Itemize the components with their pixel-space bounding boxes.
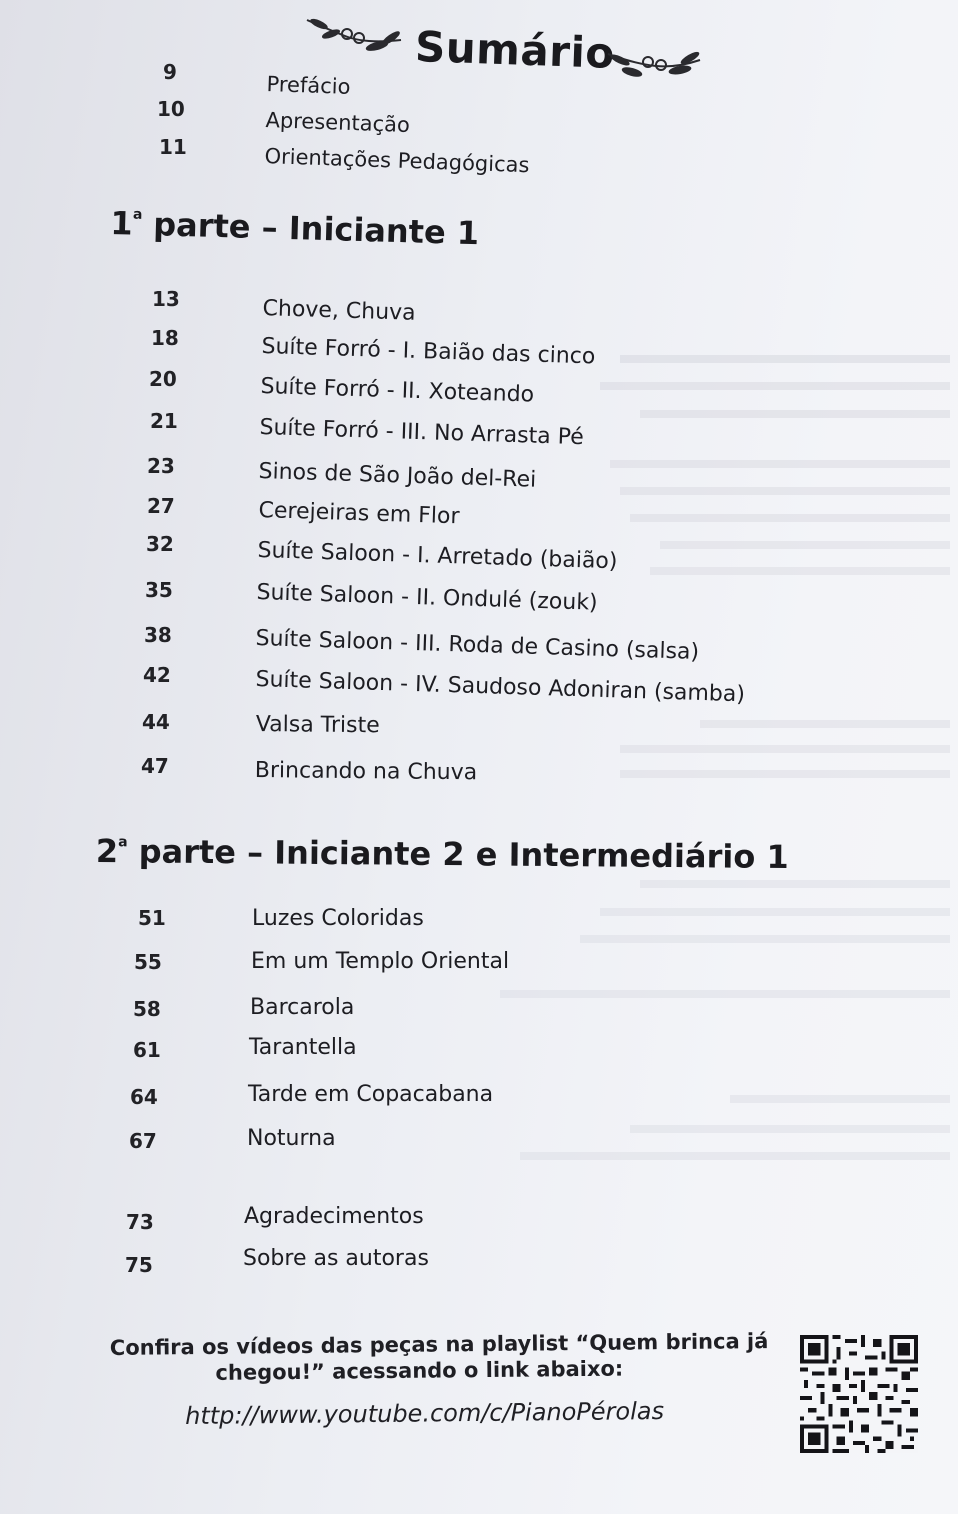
toc-page-number: 13 <box>152 287 180 311</box>
toc-page-number: 51 <box>138 906 166 930</box>
toc-page-number: 20 <box>149 367 177 391</box>
toc-page-number: 58 <box>133 997 161 1021</box>
part1-ordinal: 1 <box>109 204 134 243</box>
ornament-right-icon <box>606 44 702 84</box>
youtube-link[interactable]: http://www.youtube.com/c/PianoPérolas <box>185 1396 665 1430</box>
toc-page-number: 21 <box>150 409 178 433</box>
toc-page-number: 18 <box>151 326 179 350</box>
toc-page-number: 64 <box>130 1085 158 1109</box>
toc-entry: Orientações Pedagógicas <box>264 144 530 178</box>
toc-entry: Chove, Chuva <box>262 296 416 326</box>
toc-page-number: 9 <box>163 60 177 84</box>
toc-page-number: 27 <box>147 494 175 518</box>
toc-page-number: 75 <box>125 1253 153 1277</box>
part2-ordinal: 2 <box>95 832 119 871</box>
ornament-left-icon <box>305 14 405 56</box>
toc-entry: Brincando na Chuva <box>254 758 478 786</box>
toc-entry: Tarde em Copacabana <box>248 1082 494 1107</box>
toc-entry: Suíte Saloon - II. Ondulé (zouk) <box>256 580 598 616</box>
toc-page-number: 47 <box>141 754 169 778</box>
toc-entry: Suíte Saloon - IV. Saudoso Adoniran (samba) <box>255 667 746 708</box>
toc-entry: Suíte Forró - I. Baião das cinco <box>261 334 596 370</box>
part1-heading <box>110 204 480 252</box>
toc-entry: Sobre as autoras <box>243 1246 429 1271</box>
toc-entry: Cerejeiras em Flor <box>258 498 460 530</box>
footer-note <box>104 1329 774 1386</box>
toc-entry: Sinos de São João del-Rei <box>258 459 537 493</box>
toc-entry: Apresentação <box>265 108 411 138</box>
footer-line-2: chegou!” acessando o link abaixo: <box>215 1356 624 1385</box>
toc-entry: Noturna <box>247 1126 336 1151</box>
toc-page-number: 61 <box>133 1038 161 1062</box>
page-title: Sumário <box>414 22 616 78</box>
toc-page-number: 11 <box>159 135 187 159</box>
toc-entry: Luzes Coloridas <box>252 906 424 931</box>
toc-entry: Barcarola <box>250 995 355 1020</box>
toc-page-number: 55 <box>134 950 162 974</box>
toc-entry: Suíte Saloon - III. Roda de Casino (salsa) <box>255 626 700 665</box>
part2-ordinal-suffix: a <box>118 834 128 851</box>
toc-entry: Valsa Triste <box>255 712 380 739</box>
qr-code-icon[interactable] <box>800 1334 918 1454</box>
toc-entry: Suíte Saloon - I. Arretado (baião) <box>257 538 618 575</box>
footer-line-1: Confira os vídeos das peças na playlist “Quem brinca já <box>109 1329 769 1360</box>
part1-ordinal-suffix: a <box>132 206 143 223</box>
part2-heading-text: parte – Iniciante 2 e Intermediário 1 <box>138 832 789 877</box>
toc-page-number: 23 <box>147 454 175 478</box>
toc-page-number: 32 <box>146 532 174 556</box>
part2-heading <box>96 832 789 876</box>
toc-entry: Suíte Forró - III. No Arrasta Pé <box>259 415 585 451</box>
toc-entry: Tarantella <box>249 1035 357 1060</box>
toc-page-number: 44 <box>142 710 170 734</box>
part1-heading-text: parte – Iniciante 1 <box>152 205 480 253</box>
toc-page-number: 42 <box>143 663 171 687</box>
toc-entry: Suíte Forró - II. Xoteando <box>260 374 535 408</box>
toc-page-number: 35 <box>145 578 173 602</box>
toc-page-number: 38 <box>144 623 172 647</box>
toc-page-number: 10 <box>157 97 185 121</box>
toc-page-number: 73 <box>126 1210 154 1234</box>
toc-entry: Prefácio <box>266 72 351 99</box>
toc-entry: Em um Templo Oriental <box>251 949 510 974</box>
toc-entry: Agradecimentos <box>244 1204 424 1229</box>
toc-page-number: 67 <box>129 1129 157 1153</box>
